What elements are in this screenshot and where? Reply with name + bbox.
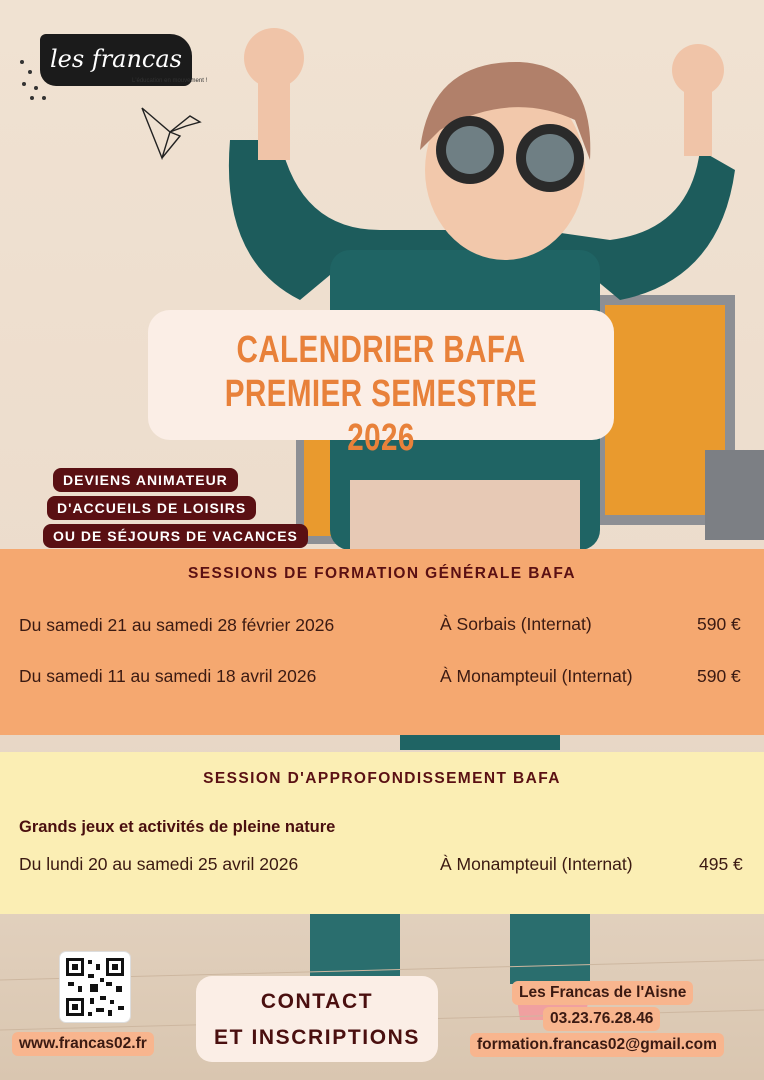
session-dates: Du samedi 11 au samedi 18 avril 2026 — [19, 666, 317, 686]
session-dates: Du lundi 20 au samedi 25 avril 2026 — [19, 854, 299, 874]
general-sessions-heading: SESSIONS DE FORMATION GÉNÉRALE BAFA — [187, 565, 577, 582]
contact-subheading: ET INSCRIPTIONS — [213, 1026, 421, 1049]
phone-number[interactable]: 03.23.76.28.46 — [543, 1007, 660, 1031]
tagline-tag-1: DEVIENS ANIMATEUR — [53, 468, 238, 492]
session-dates: Du samedi 21 au samedi 28 février 2026 — [19, 615, 335, 635]
title-card — [148, 310, 614, 459]
advanced-session-heading: SESSION D'APPROFONDISSEMENT BAFA — [203, 770, 561, 787]
session-place: À Sorbais (Internat) — [440, 614, 592, 634]
advanced-session-theme: Grands jeux et activités de pleine nature — [19, 818, 336, 836]
session-price: 590 € — [697, 614, 741, 634]
email-link[interactable]: formation.francas02@gmail.com — [470, 1033, 724, 1057]
session-price: 495 € — [699, 854, 743, 874]
session-place: À Monampteuil (Internat) — [440, 854, 633, 874]
logo-name: les francas — [49, 45, 182, 73]
tagline-tag-3: OU DE SÉJOURS DE VACANCES — [43, 524, 308, 548]
tagline-tag-2: D'ACCUEILS DE LOISIRS — [47, 496, 256, 520]
website-link[interactable]: www.francas02.fr — [12, 1032, 154, 1056]
page-title: CALENDRIER BAFA — [236, 329, 526, 371]
contact-heading: CONTACT — [260, 990, 374, 1013]
session-price: 590 € — [697, 666, 741, 686]
contact-card — [196, 976, 438, 1062]
qr-code-icon[interactable] — [60, 952, 130, 1022]
origami-bird-icon — [140, 102, 202, 160]
logo-tagline: L'éducation en mouvement ! — [132, 78, 208, 84]
page-subtitle: PREMIER SEMESTRE 2026 — [224, 373, 538, 459]
organization-name: Les Francas de l'Aisne — [512, 981, 693, 1005]
session-place: À Monampteuil (Internat) — [440, 666, 633, 686]
